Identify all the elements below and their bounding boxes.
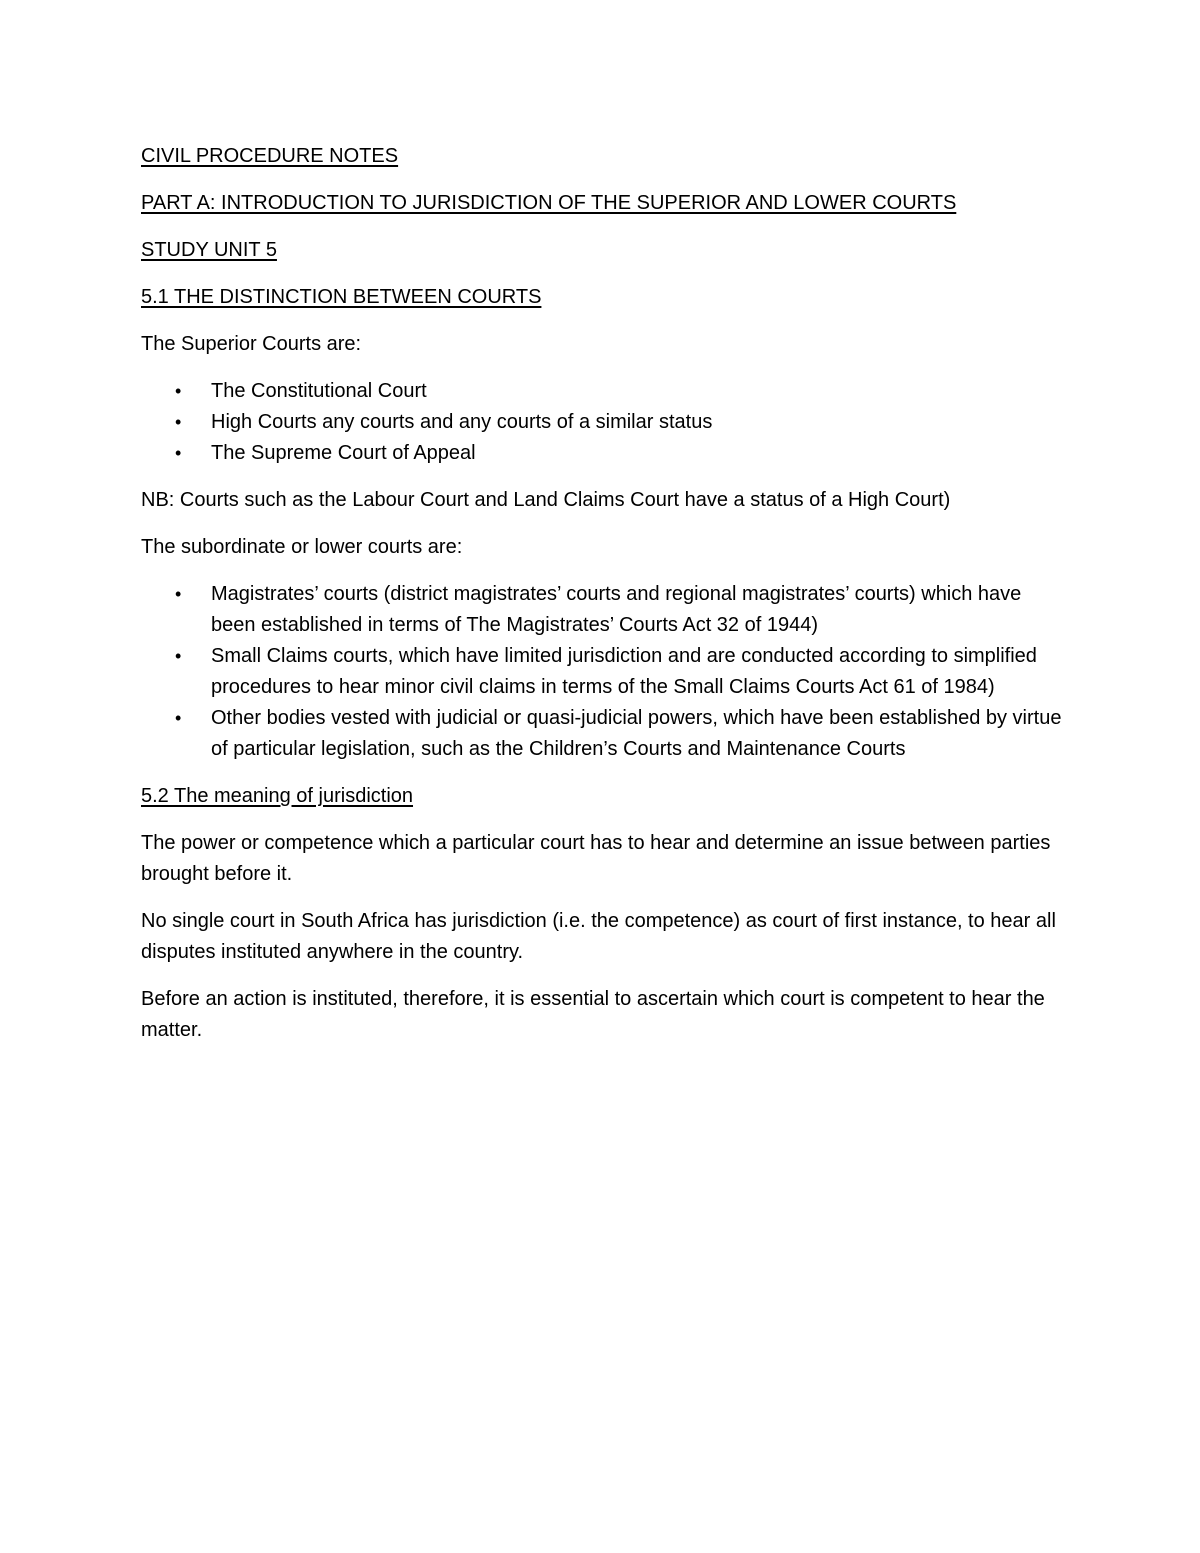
list-item xyxy=(141,641,1071,703)
nb-note: NB: Courts such as the Labour Court and Land Claims Court have a status of a High Court) xyxy=(141,489,951,511)
bullet-icon: • xyxy=(175,646,182,666)
bullet-icon: • xyxy=(175,708,182,728)
part-heading: PART A: INTRODUCTION TO JURISDICTION OF THE SUPERIOR AND LOWER COURTS xyxy=(141,192,957,214)
list-item xyxy=(141,703,1071,765)
bullet-icon: • xyxy=(175,584,182,604)
bullet-icon: • xyxy=(175,412,182,432)
list-item-text: Magistrates’ courts (district magistrates’ courts and regional magistrates’ courts) which have been established in terms of The Magistrates’ Courts Act 32 of 1944) xyxy=(211,583,1022,636)
paragraph: No single court in South Africa has jurisdiction (i.e. the competence) as court of first instance, to hear all disputes instituted anywhere in the country. xyxy=(141,910,1056,963)
list-item xyxy=(141,438,1071,469)
list-item xyxy=(141,376,1071,407)
list-item-text: High Courts any courts and any courts of a similar status xyxy=(211,411,713,433)
bullet-icon: • xyxy=(175,381,182,401)
study-unit-heading: STUDY UNIT 5 xyxy=(141,239,277,261)
section-5-2-heading: 5.2 The meaning of jurisdiction xyxy=(141,785,414,807)
list-item-text: The Constitutional Court xyxy=(211,380,427,402)
list-item xyxy=(141,407,1071,438)
document-body xyxy=(141,141,1071,1062)
list-item-text: Small Claims courts, which have limited jurisdiction and are conducted according to simplified procedures to hear minor civil claims in terms of the Small Claims Courts Act 61 of 1984) xyxy=(211,645,1037,698)
list-item-text: Other bodies vested with judicial or quasi-judicial powers, which have been established by virtue of particular legislation, such as the Children’s Courts and Maintenance Courts xyxy=(211,707,1062,760)
superior-courts-intro: The Superior Courts are: xyxy=(141,333,362,355)
superior-courts-list xyxy=(141,376,1071,469)
list-item-text: The Supreme Court of Appeal xyxy=(211,442,476,464)
document-title: CIVIL PROCEDURE NOTES xyxy=(141,145,399,167)
paragraph: Before an action is instituted, therefore, it is essential to ascertain which court is competent to hear the matter. xyxy=(141,988,1045,1041)
section-5-1-heading: 5.1 THE DISTINCTION BETWEEN COURTS xyxy=(141,286,542,308)
bullet-icon: • xyxy=(175,443,182,463)
lower-courts-list xyxy=(141,579,1071,765)
list-item xyxy=(141,579,1071,641)
paragraph: The power or competence which a particular court has to hear and determine an issue between parties brought before it. xyxy=(141,832,1051,885)
lower-courts-intro: The subordinate or lower courts are: xyxy=(141,536,463,558)
